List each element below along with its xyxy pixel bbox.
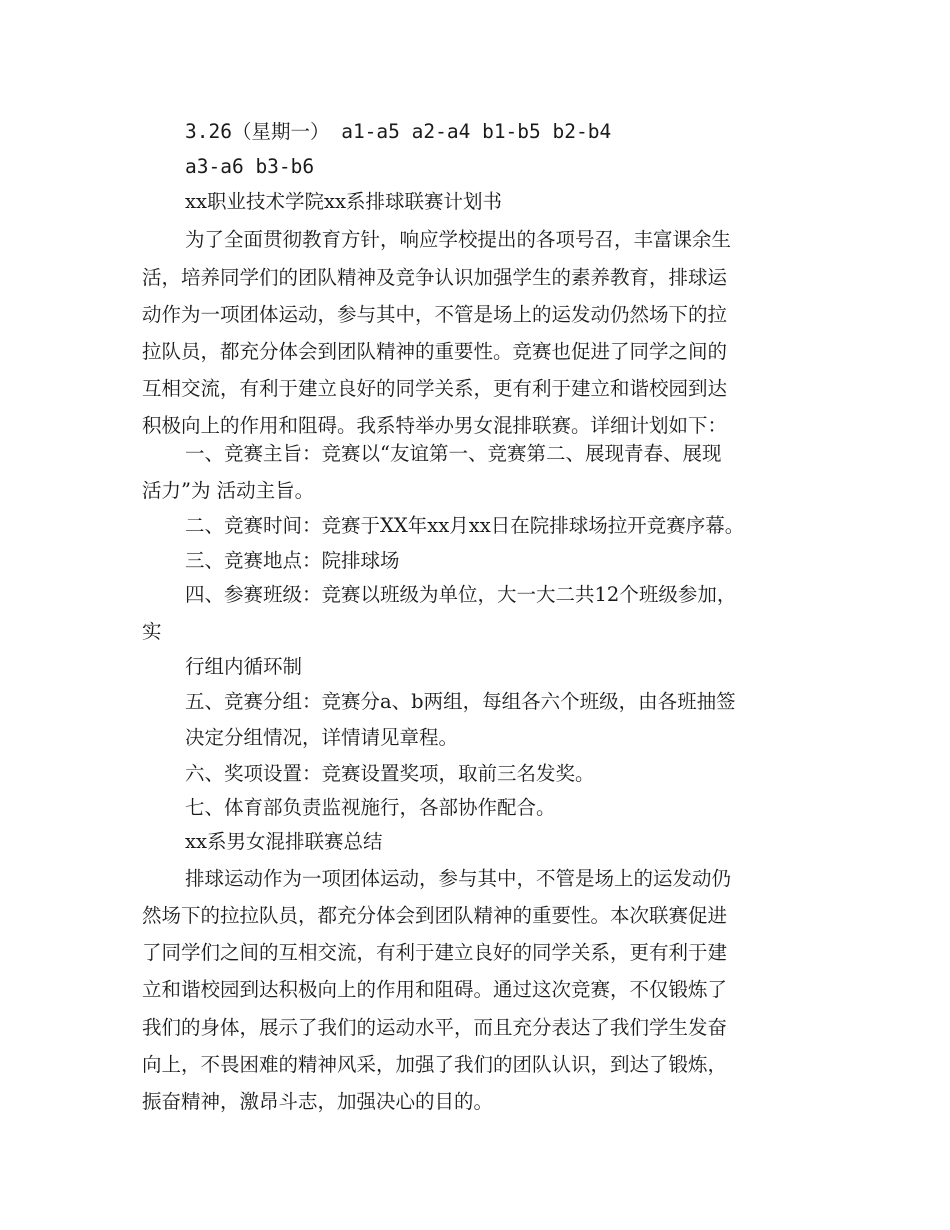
plan-item-6: 六、奖项设置：竞赛设置奖项，取前三名发奖。 xyxy=(185,762,595,785)
summary-body-line: 了同学们之间的互相交流，有利于建立良好的同学关系，更有利于建 xyxy=(142,941,728,964)
plan-title: xx职业技术学院xx系排球联赛计划书 xyxy=(185,190,502,213)
plan-intro-line: 活，培养同学们的团队精神及竞争认识加强学生的素养教育，排球运 xyxy=(142,266,728,289)
plan-item-5-cont: 决定分组情况，详情请见章程。 xyxy=(185,726,459,749)
plan-intro-line: 积极向上的作用和阻碍。我系特举办男女混排联赛。详细计划如下： xyxy=(142,414,728,437)
plan-item-7: 七、体育部负责监视施行，各部协作配合。 xyxy=(185,796,556,819)
plan-item-1: 一、竞赛主旨：竞赛以“友谊第一、竞赛第二、展现青春、展现 xyxy=(185,442,722,465)
summary-body-line: 然场下的拉拉队员，都充分体会到团队精神的重要性。本次联赛促进 xyxy=(142,904,728,927)
summary-body-line: 向上，不畏困难的精神风采，加强了我们的团队认识，到达了锻炼， xyxy=(142,1053,728,1076)
plan-item-3: 三、竞赛地点：院排球场 xyxy=(185,549,400,572)
summary-title: xx系男女混排联赛总结 xyxy=(185,830,383,853)
summary-body-line: 振奋精神，激昂斗志，加强决心的目的。 xyxy=(142,1090,494,1113)
plan-intro-line: 互相交流，有利于建立良好的同学关系，更有利于建立和谐校园到达 xyxy=(142,377,728,400)
plan-item-4-cont: 实 xyxy=(142,620,162,643)
plan-intro-line: 为了全面贯彻教育方针，响应学校提出的各项号召，丰富课余生 xyxy=(185,228,732,251)
plan-item-4-cont: 行组内循环制 xyxy=(185,655,303,678)
plan-item-2: 二、竞赛时间：竞赛于XX年xx月xx日在院排球场拉开竞赛序幕。 xyxy=(185,514,745,537)
schedule-line-1: 3.26（星期一） a1-a5 a2-a4 b1-b5 b2-b4 xyxy=(185,120,612,143)
plan-item-4: 四、参赛班级：竞赛以班级为单位，大一大二共12个班级参加， xyxy=(185,583,737,606)
plan-item-1-cont: 活力”为 活动主旨。 xyxy=(142,479,315,502)
plan-intro-line: 动作为一项团体运动，参与其中，不管是场上的运发动仍然场下的拉 xyxy=(142,303,728,326)
plan-item-5: 五、竞赛分组：竞赛分a、b两组，每组各六个班级，由各班抽签 xyxy=(185,690,736,713)
summary-body-line: 立和谐校园到达积极向上的作用和阻碍。通过这次竞赛，不仅锻炼了 xyxy=(142,978,728,1001)
summary-body-line: 排球运动作为一项团体运动，参与其中，不管是场上的运发动仍 xyxy=(185,867,732,890)
plan-intro-line: 拉队员，都充分体会到团队精神的重要性。竞赛也促进了同学之间的 xyxy=(142,340,728,363)
schedule-line-2: a3-a6 b3-b6 xyxy=(185,155,315,178)
summary-body-line: 我们的身体，展示了我们的运动水平，而且充分表达了我们学生发奋 xyxy=(142,1016,728,1039)
